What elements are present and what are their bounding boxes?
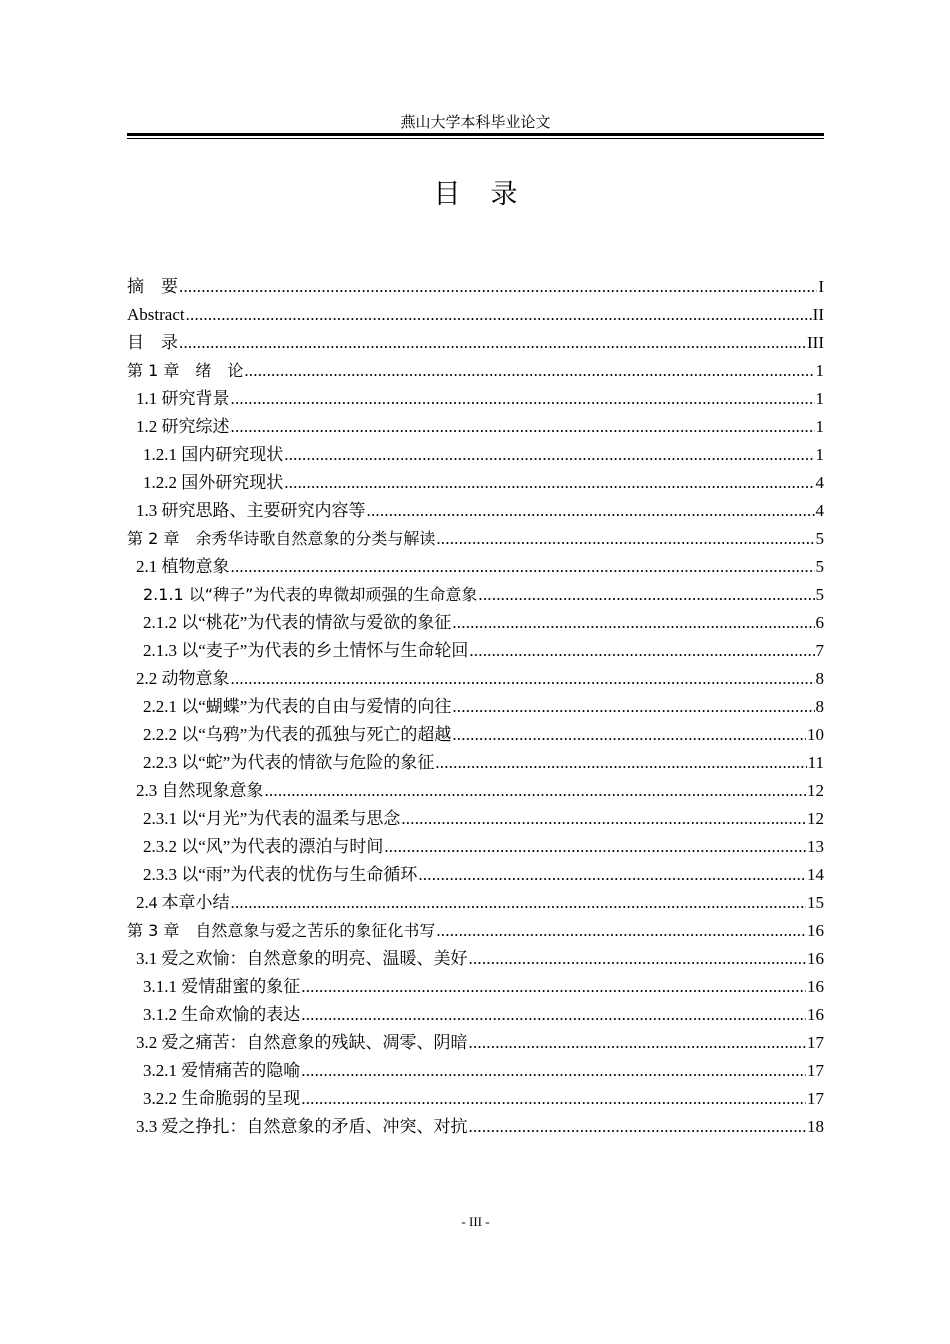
toc-entry-leader-dots: [452, 609, 814, 637]
toc-entry-label: 3.1 爱之欢愉：自然意象的明亮、温暖、美好: [136, 949, 468, 968]
toc-entry-page: 16: [807, 921, 824, 940]
toc-entry-page: II: [812, 305, 824, 324]
toc-entry-leader-dots: [231, 385, 815, 413]
toc-entry[interactable]: [127, 1113, 824, 1141]
toc-entry-page: 5: [815, 529, 824, 548]
toc-entry-page: 4: [815, 501, 824, 520]
toc-entry-leader-dots: [367, 497, 815, 525]
running-header: 燕山大学本科毕业论文: [400, 115, 551, 131]
toc-entry-page: 17: [807, 1033, 824, 1052]
header-rule-thin: [127, 138, 824, 139]
toc-entry-label: 3.3 爱之挣扎：自然意象的矛盾、冲突、对抗: [136, 1117, 468, 1136]
toc-entry[interactable]: [127, 889, 824, 917]
toc-entry-label: 1.2.2 国外研究现状: [143, 473, 284, 492]
toc-entry-label: 2.3 自然现象意象: [136, 781, 264, 800]
toc-entry-leader-dots: [452, 721, 806, 749]
toc-entry[interactable]: [127, 777, 824, 805]
toc-entry-label: 2.2.2 以“乌鸦”为代表的孤独与死亡的超越: [143, 725, 452, 744]
toc-entry-page: I: [818, 277, 824, 296]
toc-entry-label: 3.2 爱之痛苦：自然意象的残缺、凋零、阴暗: [136, 1033, 468, 1052]
toc-entry[interactable]: [127, 553, 824, 581]
toc-entry-page: 16: [807, 977, 824, 996]
toc-entry-page: 18: [807, 1117, 824, 1136]
toc-entry-page: 13: [807, 837, 824, 856]
toc-entry-label: 1.2.1 国内研究现状: [143, 445, 284, 464]
toc-entry-label: 摘 要: [127, 277, 178, 296]
toc-entry-leader-dots: [301, 973, 806, 1001]
toc-entry-label: 1.3 研究思路、主要研究内容等: [136, 501, 366, 520]
toc-entry-leader-dots: [301, 1001, 806, 1029]
toc-entry-leader-dots: [231, 665, 815, 693]
page-number: - III -: [461, 1214, 490, 1229]
toc-entry-page: 6: [815, 613, 824, 632]
toc-entry[interactable]: [127, 861, 824, 889]
toc-entry[interactable]: [127, 805, 824, 833]
header-rule: [127, 133, 824, 139]
toc-entry-leader-dots: [384, 833, 806, 861]
header-rule-thick: [127, 133, 824, 136]
toc-entry[interactable]: [127, 1029, 824, 1057]
toc-entry-page: 4: [815, 473, 824, 492]
toc-entry[interactable]: [127, 581, 824, 609]
toc-entry-leader-dots: [469, 1029, 807, 1057]
toc-entry-leader-dots: [469, 1113, 807, 1141]
toc-entry-leader-dots: [179, 329, 806, 357]
toc-entry-page: 7: [815, 641, 824, 660]
toc-entry-page: 16: [807, 1005, 824, 1024]
toc-entry-label: 第 1 章 绪 论: [127, 361, 244, 380]
toc-entry-leader-dots: [231, 553, 815, 581]
toc-entry[interactable]: [127, 945, 824, 973]
toc-entry[interactable]: [127, 1085, 824, 1113]
toc-entry-chapter[interactable]: [127, 357, 824, 385]
toc-entry-chapter[interactable]: [127, 917, 824, 945]
toc-entry-page: 5: [815, 585, 824, 604]
toc-entry-page: 8: [815, 697, 824, 716]
toc-entry-page: 14: [807, 865, 824, 884]
toc-entry-page: 1: [815, 417, 824, 436]
toc-entry[interactable]: [127, 273, 824, 301]
toc-entry-page: III: [807, 333, 824, 352]
toc-entry-page: 1: [815, 445, 824, 464]
toc-entry[interactable]: [127, 385, 824, 413]
toc-entry-label: 2.1 植物意象: [136, 557, 230, 576]
toc-entry-page: 1: [815, 361, 824, 380]
toc-entry-label: 第 2 章 余秀华诗歌自然意象的分类与解读: [127, 529, 436, 548]
table-of-contents: [127, 273, 824, 1141]
toc-entry-leader-dots: [231, 889, 807, 917]
toc-entry-label: 3.1.1 爱情甜蜜的象征: [143, 977, 301, 996]
toc-entry-label: 3.2.1 爱情痛苦的隐喻: [143, 1061, 301, 1080]
toc-entry-page: 12: [807, 809, 824, 828]
toc-entry[interactable]: [127, 973, 824, 1001]
toc-entry[interactable]: [127, 497, 824, 525]
toc-entry-page: 17: [807, 1061, 824, 1080]
toc-entry-label: 2.1.2 以“桃花”为代表的情欲与爱欲的象征: [143, 613, 452, 632]
toc-entry-leader-dots: [418, 861, 806, 889]
toc-entry-page: 10: [807, 725, 824, 744]
toc-entry[interactable]: [127, 329, 824, 357]
toc-entry-leader-dots: [186, 301, 812, 329]
toc-entry-leader-dots: [436, 525, 814, 553]
toc-entry-chapter[interactable]: [127, 525, 824, 553]
toc-entry-leader-dots: [478, 581, 814, 609]
toc-entry[interactable]: [127, 749, 824, 777]
toc-entry[interactable]: [127, 1001, 824, 1029]
toc-entry-leader-dots: [284, 441, 814, 469]
toc-entry[interactable]: [127, 301, 824, 329]
toc-entry-leader-dots: [435, 749, 806, 777]
toc-entry-leader-dots: [452, 693, 814, 721]
toc-entry-leader-dots: [469, 637, 814, 665]
toc-entry-leader-dots: [284, 469, 814, 497]
toc-entry-page: 16: [807, 949, 824, 968]
toc-entry-label: 3.2.2 生命脆弱的呈现: [143, 1089, 301, 1108]
toc-entry[interactable]: [127, 833, 824, 861]
toc-entry-leader-dots: [401, 805, 806, 833]
toc-entry-label: 2.3.3 以“雨”为代表的忧伤与生命循环: [143, 865, 418, 884]
toc-entry-page: 8: [815, 669, 824, 688]
toc-entry-leader-dots: [231, 413, 815, 441]
toc-entry-page: 5: [815, 557, 824, 576]
toc-entry-label: 2.4 本章小结: [136, 893, 230, 912]
toc-entry-page: 1: [815, 389, 824, 408]
toc-entry-page: 15: [807, 893, 824, 912]
toc-title: 目录: [433, 179, 548, 210]
toc-entry-page: 17: [807, 1089, 824, 1108]
toc-entry-leader-dots: [179, 273, 817, 301]
toc-entry-label: 2.1.1 以“稗子”为代表的卑微却顽强的生命意象: [143, 585, 478, 604]
toc-entry[interactable]: [127, 1057, 824, 1085]
toc-entry-page: 12: [807, 781, 824, 800]
toc-entry-leader-dots: [301, 1085, 806, 1113]
toc-entry[interactable]: [127, 441, 824, 469]
toc-entry[interactable]: [127, 721, 824, 749]
toc-entry[interactable]: [127, 469, 824, 497]
toc-entry[interactable]: [127, 413, 824, 441]
toc-entry-label: 目 录: [127, 333, 178, 352]
toc-entry-label: Abstract: [127, 305, 185, 324]
toc-entry-label: 2.3.1 以“月光”为代表的温柔与思念: [143, 809, 401, 828]
toc-entry-label: 1.2 研究综述: [136, 417, 230, 436]
toc-entry-label: 2.2.1 以“蝴蝶”为代表的自由与爱情的向往: [143, 697, 452, 716]
toc-entry-label: 3.1.2 生命欢愉的表达: [143, 1005, 301, 1024]
toc-entry-leader-dots: [301, 1057, 806, 1085]
toc-entry-label: 2.1.3 以“麦子”为代表的乡土情怀与生命轮回: [143, 641, 469, 660]
toc-entry-label: 第 3 章 自然意象与爱之苦乐的象征化书写: [127, 921, 436, 940]
toc-entry-label: 2.2 动物意象: [136, 669, 230, 688]
toc-entry[interactable]: [127, 609, 824, 637]
toc-entry-page: 11: [807, 753, 824, 772]
toc-entry-leader-dots: [469, 945, 807, 973]
toc-entry-leader-dots: [244, 357, 814, 385]
toc-entry[interactable]: [127, 637, 824, 665]
toc-entry-label: 2.2.3 以“蛇”为代表的情欲与危险的象征: [143, 753, 435, 772]
toc-entry-leader-dots: [265, 777, 807, 805]
toc-entry[interactable]: [127, 665, 824, 693]
toc-entry-leader-dots: [436, 917, 806, 945]
toc-entry-label: 1.1 研究背景: [136, 389, 230, 408]
toc-entry-label: 2.3.2 以“风”为代表的漂泊与时间: [143, 837, 384, 856]
toc-entry[interactable]: [127, 693, 824, 721]
